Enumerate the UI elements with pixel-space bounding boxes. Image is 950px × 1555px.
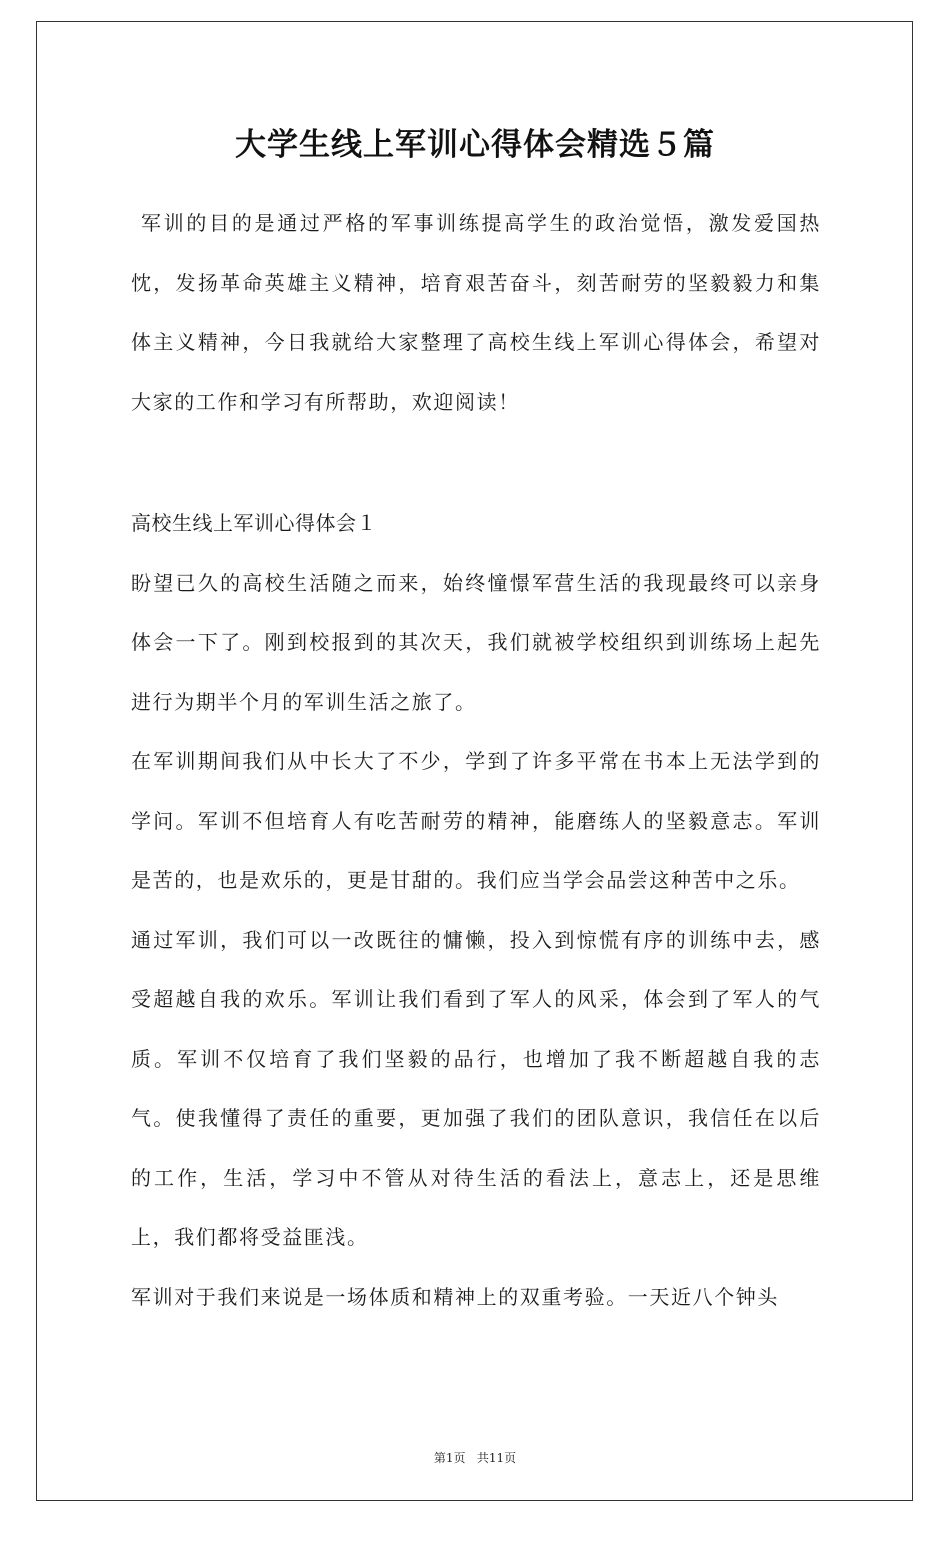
- document-title: 大学生线上军训心得体会精选５篇: [235, 126, 715, 163]
- body-paragraph: 通过军训，我们可以一改既往的慵懒，投入到惊慌有序的训练中去，感受超越自我的欢乐。军训让我们看到了军人的风采，体会到了军人的气质。军训不仅培育了我们坚毅的品行，也增加了我不断超越自我的志气。使我懂得了责任的重要，更加强了我们的团队意识，我信任在以后的工作，生活，学习中不管从对待生活的看法上，意志上，还是思维上，我们都将受益匪浅。: [131, 927, 821, 1249]
- section-heading: 高校生线上军训心得体会１: [131, 511, 377, 535]
- page-number: 第1页: [433, 1451, 466, 1465]
- document-body: [131, 194, 821, 1327]
- body-paragraph: 在军训期间我们从中长大了不少，学到了许多平常在书本上无法学到的学问。军训不但培育人有吃苦耐劳的精神，能磨练人的坚毅意志。军训是苦的，也是欢乐的，更是甘甜的。我们应当学会品尝这种苦中之乐。: [131, 749, 821, 892]
- page-total: 共11页: [476, 1451, 517, 1465]
- page-footer: [0, 1448, 950, 1468]
- body-paragraph: 军训对于我们来说是一场体质和精神上的双重考验。一天近八个钟头: [131, 1284, 779, 1309]
- intro-paragraph: 军训的目的是通过严格的军事训练提高学生的政治觉悟，激发爱国热忱，发扬革命英雄主义精神，培育艰苦奋斗，刻苦耐劳的坚毅毅力和集体主义精神，今日我就给大家整理了高校生线上军训心得体会，希望对大家的工作和学习有所帮助，欢迎阅读！: [131, 211, 821, 414]
- body-paragraph: 盼望已久的高校生活随之而来，始终憧憬军营生活的我现最终可以亲身体会一下了。刚到校报到的其次天，我们就被学校组织到训练场上起先进行为期半个月的军训生活之旅了。: [131, 570, 821, 714]
